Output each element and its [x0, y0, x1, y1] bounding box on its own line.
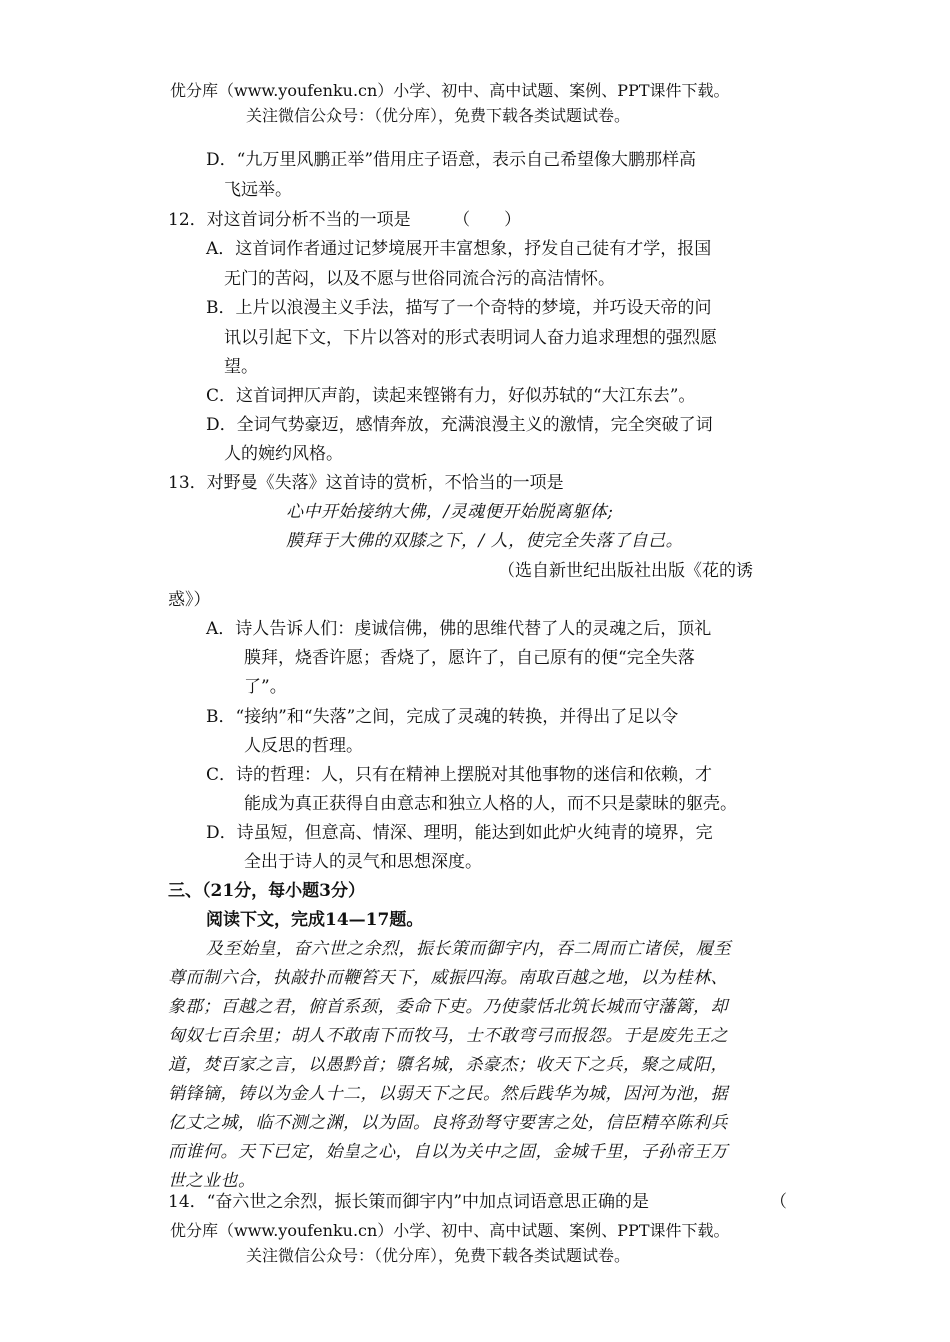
q12-stem: 12．对这首词分析不当的一项是 （ ）	[168, 210, 522, 230]
q13-option-c-line1: C．诗的哲理：人，只有在精神上摆脱对其他事物的迷信和依赖，才	[206, 765, 713, 785]
q14-stem: 14．“奋六世之余烈，振长策而御宇内”中加点词语意思正确的是	[168, 1192, 650, 1212]
q13-option-d-line1: D．诗虽短，但意高、情深、理明，能达到如此炉火纯青的境界，完	[206, 823, 713, 843]
q13-source-line1: （选自新世纪出版社出版《花的诱	[498, 561, 753, 581]
q12-option-b-line1: B．上片以浪漫主义手法，描写了一个奇特的梦境，并巧设天帝的问	[206, 298, 712, 318]
header-line-2: 关注微信公众号：（优分库），免费下载各类试题试卷。	[246, 106, 631, 125]
q11-option-d-line2: 飞远举。	[224, 180, 292, 200]
footer-line-2: 关注微信公众号：（优分库），免费下载各类试题试卷。	[246, 1246, 631, 1265]
q13-poem-line1: 心中开始接纳大佛，/灵魂便开始脱离躯体;	[286, 502, 614, 522]
q14-paren: （	[770, 1192, 787, 1212]
q13-option-b-line1: B．“接纳”和“失落”之间，完成了灵魂的转换，并得出了足以令	[206, 707, 679, 727]
q13-source-line2: 惑》）	[168, 590, 211, 610]
passage-line-3: 象郡；百越之君，俯首系颈，委命下吏。乃使蒙恬北筑长城而守藩篱，却	[168, 997, 728, 1017]
passage-line-2: 尊而制六合，执敲扑而鞭笞天下，威振四海。南取百越之地，以为桂林、	[168, 968, 728, 988]
passage-line-5: 道，焚百家之言，以愚黔首；隳名城，杀豪杰；收天下之兵，聚之咸阳，	[168, 1055, 728, 1075]
q12-option-b-line2: 讯以引起下文，下片以答对的形式表明词人奋力追求理想的强烈愿	[224, 328, 717, 348]
q13-option-a-line3: 了”。	[244, 677, 287, 697]
q13-option-d-line2: 全出于诗人的灵气和思想深度。	[244, 852, 482, 872]
q13-stem: 13．对野曼《失落》这首诗的赏析，不恰当的一项是	[168, 473, 564, 493]
passage-line-1: 及至始皇，奋六世之余烈，振长策而御宇内，吞二周而亡诸侯，履至	[206, 939, 731, 959]
q13-option-b-line2: 人反思的哲理。	[244, 736, 363, 756]
q13-option-c-line2: 能成为真正获得自由意志和独立人格的人，而不只是蒙昧的躯壳。	[244, 794, 737, 814]
header-line-1: 优分库（www.youfenku.cn）小学、初中、高中试题、案例、PPT课件下载。	[170, 81, 730, 100]
passage-line-9: 世之业也。	[168, 1171, 256, 1191]
q12-option-b-line3: 望。	[224, 357, 258, 377]
q13-option-a-line2: 膜拜，烧香许愿；香烧了，愿许了，自己原有的便“完全失落	[244, 648, 695, 668]
q13-option-a-line1: A．诗人告诉人们：虔诚信佛，佛的思维代替了人的灵魂之后，顶礼	[206, 619, 712, 639]
passage-line-8: 而谁何。天下已定，始皇之心，自以为关中之固，金城千里，子孙帝王万	[168, 1142, 728, 1162]
q12-option-c-line1: C．这首词押仄声韵，读起来铿锵有力，好似苏轼的“大江东去”。	[206, 386, 696, 406]
passage-line-6: 销锋镝，铸以为金人十二，以弱天下之民。然后践华为城，因河为池，据	[168, 1084, 728, 1104]
q13-poem-line2: 膜拜于大佛的双膝之下，/ 人，使完全失落了自己。	[286, 531, 684, 551]
q12-option-a-line2: 无门的苦闷，以及不愿与世俗同流合污的高洁情怀。	[224, 269, 615, 289]
section-3-instruction: 阅读下文，完成14—17题。	[206, 910, 424, 930]
q12-option-d-line2: 人的婉约风格。	[224, 444, 343, 464]
passage-line-7: 亿丈之城，临不测之渊，以为固。良将劲弩守要害之处，信臣精卒陈利兵	[168, 1113, 728, 1133]
q12-option-d-line1: D．全词气势豪迈，感情奔放，充满浪漫主义的激情，完全突破了词	[206, 415, 713, 435]
section-3-title: 三、（21分，每小题3分）	[168, 881, 365, 901]
footer-line-1: 优分库（www.youfenku.cn）小学、初中、高中试题、案例、PPT课件下载。	[170, 1221, 730, 1240]
q12-option-a-line1: A．这首词作者通过记梦境展开丰富想象，抒发自己徒有才学，报国	[206, 239, 712, 259]
passage-line-4: 匈奴七百余里；胡人不敢南下而牧马，士不敢弯弓而报怨。于是废先王之	[168, 1026, 728, 1046]
q11-option-d-line1: D．“九万里风鹏正举”借用庄子语意，表示自己希望像大鹏那样高	[206, 150, 697, 170]
